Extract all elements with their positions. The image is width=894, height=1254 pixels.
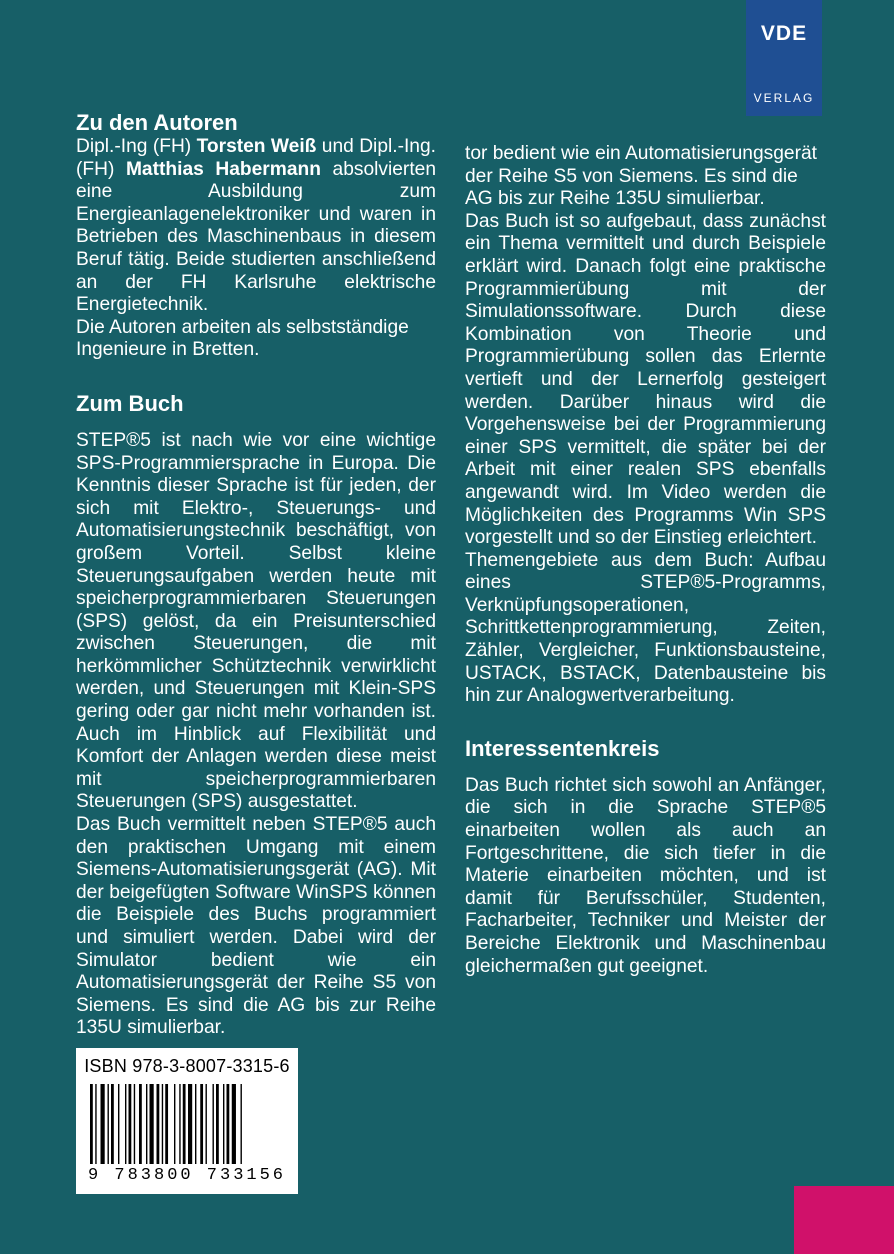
buch-paragraph-4: Themengebiete aus dem Buch: Aufbau eines STEP®5-Programms, Verknüpfungsoperationen, Schrittkettenprogrammierung, Zeiten, Zähler, Vergleicher, Funktionsbausteine, USTACK, BSTACK, Datenbausteine bis hin zur Analogwertverarbeitung. <box>465 549 826 707</box>
publisher-logo <box>746 0 822 116</box>
author-1: Torsten Weiß <box>196 136 317 157</box>
buch-paragraph-1: STEP®5 ist nach wie vor eine wichtige SPS-Programmiersprache in Europa. Die Kenntnis dieser Sprache ist für jeden, der sich mit Elektro-, Steuerungs- und Automatisierungstechnik beschäftigt, von großem Vorteil. Selbst kleine Steuerungsaufgaben werden heute mit speicherprogrammierbaren Steuerungen (SPS) gelöst, da ein Preisunterschied zwischen Steuerungen, die mit herkömmlicher Schütztechnik verwirklicht werden, und Steuerungen mit Klein-SPS gering oder gar nicht mehr vorhanden ist. Auch im Hinblick auf Flexibilität und Komfort der Anlagen werden diese meist mit speicherprogrammierbaren Steuerungen (SPS) ausgestattet. <box>76 429 436 813</box>
isbn-block <box>76 1048 298 1194</box>
right-column <box>465 143 826 978</box>
author-2: Matthias Habermann <box>125 158 321 180</box>
autoren-heading: Zu den Autoren <box>76 110 238 135</box>
autoren-paragraph-1 <box>76 136 436 317</box>
left-column <box>76 110 436 1040</box>
buch-paragraph-2: Das Buch vermittelt neben STEP®5 auch den praktischen Umgang mit einem Siemens-Automatisierungsgerät (AG). Mit der beigefügten Software WinSPS können die Beispiele des Buchs programmiert und simuliert werden. Dabei wird der Simulator bedient wie ein Automatisierungsgerät der Reihe S5 von Siemens. Es sind die AG bis zur Reihe 135U simulierbar. <box>76 814 436 1039</box>
isbn-digits: 9 783800 733156 <box>87 1166 287 1185</box>
publisher-name: VDE <box>760 22 808 45</box>
barcode <box>90 1084 284 1166</box>
isbn-label: ISBN 978-3-8007-3315-6 <box>84 1056 290 1076</box>
publisher-sub: VERLAG <box>753 91 815 105</box>
autoren-text-a: Dipl.-Ing (FH) <box>76 136 197 157</box>
buch-paragraph-2-continued: tor bedient wie ein Automatisierungsgerät der Reihe S5 von Siemens. Es sind die AG bis zur Reihe 135U simulierbar. <box>465 143 817 210</box>
autoren-text-b: und Dipl.-Ing. (FH) <box>76 136 436 180</box>
accent-corner <box>794 1186 894 1254</box>
buch-paragraph-3: Das Buch ist so aufgebaut, dass zunächst ein Thema vermittelt und durch Beispiele erklärt wird. Danach folgt eine praktische Programmierübung mit der Simulationssoftware. Durch diese Kombination von Theorie und Programmierübung sollen das Erlernte vertieft und der Lernerfolg gesteigert werden. Darüber hinaus wird die Vorgehensweise bei der Programmierung einer SPS vermittelt, die später bei der Arbeit mit einer realen SPS ebenfalls angewandt wird. Im Video werden die Möglichkeiten des Programms Win SPS vorgestellt und so der Einstieg erleichtert. <box>465 210 826 549</box>
buch-heading: Zum Buch <box>76 390 184 416</box>
interessenten-paragraph: Das Buch richtet sich sowohl an Anfänger, die sich in die Sprache STEP®5 einarbeiten wollen als auch an Fortgeschrittene, die sich tiefer in die Materie einarbeiten möchten, und ist damit für Berufsschüler, Studenten, Facharbeiter, Techniker und Meister der Bereiche Elektronik und Maschinenbau gleichermaßen gut geeignet. <box>465 774 826 977</box>
interessenten-heading: Interessentenkreis <box>465 735 660 761</box>
autoren-text-c: absolvierten eine Ausbildung zum Energieanlagenelektroniker und waren in Betrieben des Maschinenbaus in diesem Beruf tätig. Beide studierten anschließend an der FH Karlsruhe elektrische Energietechnik. <box>76 158 436 316</box>
autoren-paragraph-2: Die Autoren arbeiten als selbstständige Ingenieure in Bretten. <box>76 316 409 361</box>
